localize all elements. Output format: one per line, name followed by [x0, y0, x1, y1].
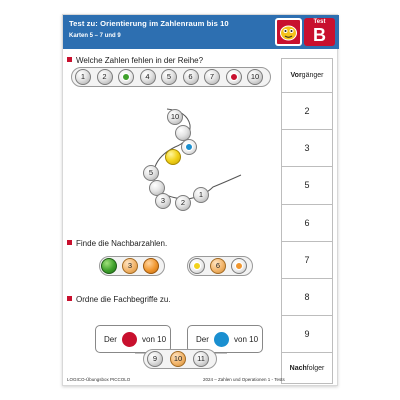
- column-number-cell: 8: [282, 278, 332, 315]
- callout-post-text: von 10: [234, 335, 259, 344]
- test-label: Test: [313, 19, 326, 25]
- sequence-bead: 6: [183, 69, 199, 85]
- column-header-rest: gänger: [301, 72, 324, 79]
- callout-pre-text: Der: [104, 335, 117, 344]
- header-subtitle: Karten 5 – 7 und 9: [69, 33, 121, 39]
- section-heading-3-text: Ordne die Fachbegriffe zu.: [76, 295, 171, 304]
- column-header-cell: [282, 59, 332, 92]
- callout-pre-text: Der: [196, 335, 209, 344]
- snake-bead: 3: [155, 193, 171, 209]
- sequence-bead: 4: [140, 69, 156, 85]
- column-number-cell: 7: [282, 241, 332, 278]
- test-letter: B: [313, 25, 326, 45]
- bottom-bead: 11: [193, 351, 209, 367]
- section-heading-2-text: Finde die Nachbarzahlen.: [76, 239, 168, 248]
- test-card: [62, 14, 338, 386]
- snake-bead: 1: [193, 187, 209, 203]
- column-footer-rest: folger: [306, 365, 325, 372]
- bottom-bead: 9: [147, 351, 163, 367]
- bottom-bead: 10: [170, 351, 186, 367]
- answer-column: [281, 58, 333, 384]
- column-number-cell: 6: [282, 204, 332, 241]
- neighbour-bead-right: 6: [210, 258, 226, 274]
- sequence-bead: 5: [161, 69, 177, 85]
- footer-right: 2024 – Zahlen und Operationen 1 - Tests: [203, 377, 285, 382]
- column-number-cell: 2: [282, 92, 332, 129]
- section-heading-1-text: Welche Zahlen fehlen in der Reihe?: [76, 56, 204, 65]
- sequence-bead: 2: [97, 69, 113, 85]
- neighbour-bead-left: 3: [122, 258, 138, 274]
- snake-bead: 2: [175, 195, 191, 211]
- callout-post-text: von 10: [142, 335, 167, 344]
- header-title: Test zu: Orientierung im Zahlenraum bis 10: [69, 19, 229, 28]
- sequence-bead: 10: [247, 69, 263, 85]
- column-header-bold: Vor: [290, 72, 302, 79]
- footer-left: LOGICO-Übungsbox PICCOLO: [67, 377, 131, 382]
- snake-bead: 5: [143, 165, 159, 181]
- sequence-bead: 1: [75, 69, 91, 85]
- column-number-cell: 9: [282, 315, 332, 352]
- column-number-cell: 5: [282, 166, 332, 203]
- column-footer-bold: Nach: [289, 365, 307, 372]
- column-number-cell: 3: [282, 129, 332, 166]
- column-footer-cell: [282, 352, 332, 384]
- sequence-bead: 7: [204, 69, 220, 85]
- snake-bead: 10: [167, 109, 183, 125]
